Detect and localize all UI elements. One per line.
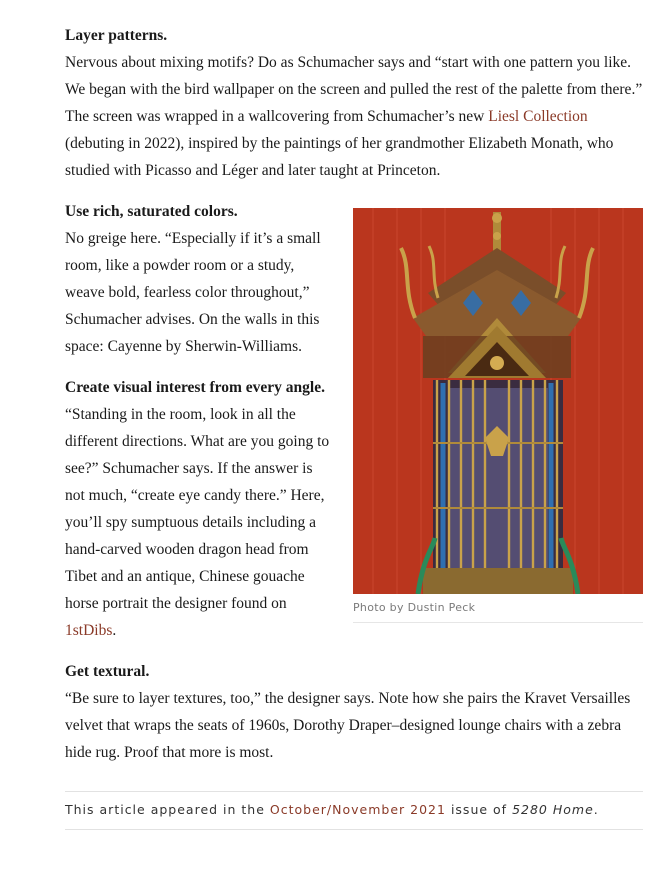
paragraph-text: . [112, 622, 117, 639]
article-source-note [65, 791, 643, 830]
section-heading: Use rich, saturated colors. [65, 203, 238, 220]
paragraph-text: (debuting in 2022), inspired by the paintings of her grandmother Elizabeth Monath, who studied with Picasso and Léger and later taught at Princeton. [65, 135, 614, 179]
section-heading: Create visual interest from every angle. [65, 379, 325, 396]
publication-name: 5280 Home [512, 802, 594, 817]
section-paragraph: No greige here. “Especially if it’s a small room, like a powder room or a study, weave bold, fearless color throughout,” Schumacher advises. On the walls in this space: Cayenne by Sherwin-Williams. [65, 230, 321, 355]
paragraph-text: “Standing in the room, look in all the different directions. What are you going to see?” Schumacher says. If the answer is not much, “create eye candy there.” Here, you’ll spy sumptuous details including a hand-carved wooden dragon head from Tibet and an antique, Chinese gouache horse portrait the designer found on [65, 406, 330, 612]
section-paragraph: “Be sure to layer textures, too,” the designer says. Note how she pairs the Kravet Versailles velvet that wraps the seats of 1960s, Dorothy Draper–designed lounge chairs with a zebra hide rug. Proof that more is most. [65, 690, 631, 761]
section-textural [65, 658, 643, 766]
footer-text: issue of [445, 802, 513, 817]
footer-text: This article appeared in the [65, 802, 270, 817]
1stdibs-link[interactable]: 1stDibs [65, 622, 113, 639]
liesl-collection-link[interactable]: Liesl Collection [488, 108, 588, 125]
issue-link[interactable]: October/November 2021 [269, 802, 446, 817]
section-heading: Layer patterns. [65, 27, 168, 44]
section-paragraph [65, 49, 643, 184]
article-body [65, 22, 643, 780]
photo-caption: Photo by Dustin Peck [353, 594, 643, 623]
photo-figure [353, 208, 643, 623]
paragraph-text: Nervous about mixing motifs? Do as Schumacher says and “start with one pattern you like. We began with the bird wallpaper on the screen and pulled the rest of the palette from there.” The screen was wrapped in a wallcovering from Schumacher’s new [65, 54, 643, 125]
cage-photo [353, 208, 643, 594]
section-heading: Get textural. [65, 663, 150, 680]
footer-text: . [593, 802, 599, 817]
section-layer-patterns [65, 22, 643, 184]
